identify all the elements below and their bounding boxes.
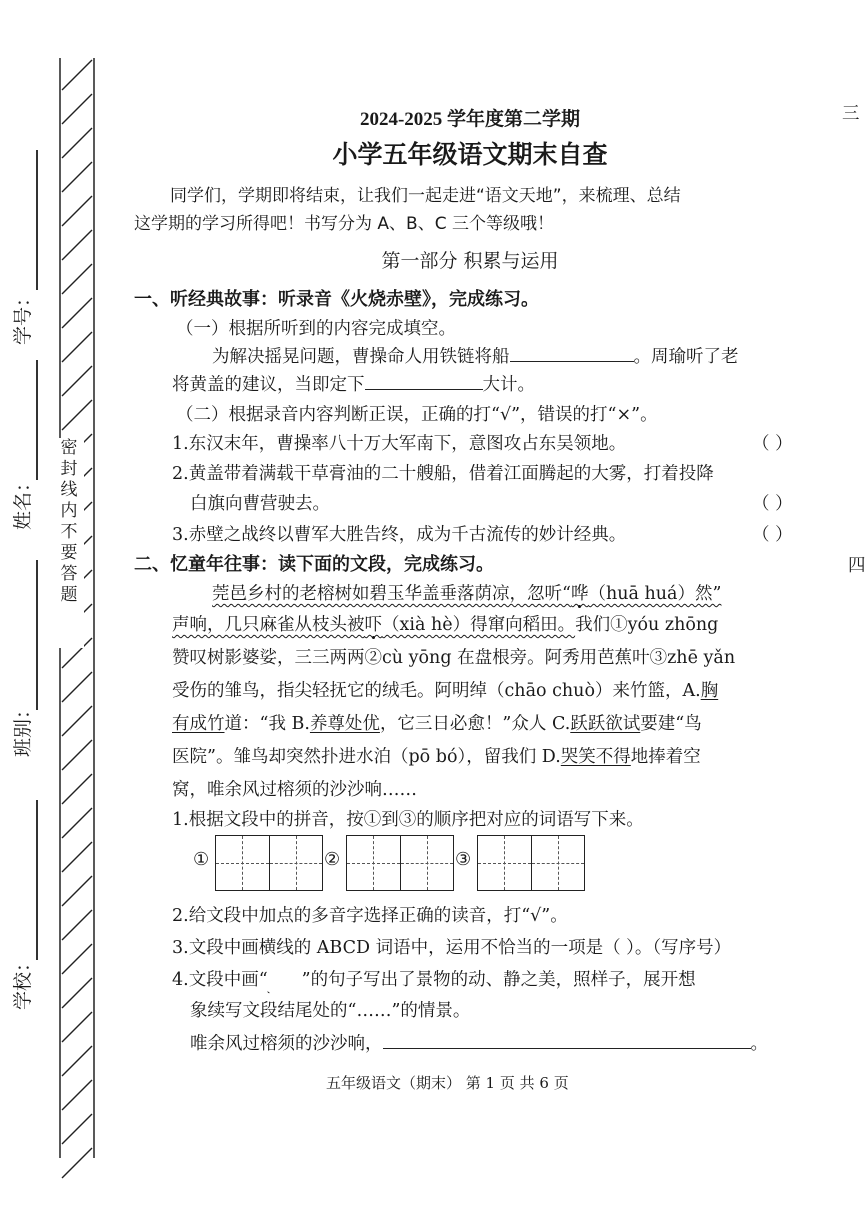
circle-number-3: ③ — [455, 849, 472, 870]
q1-item-3: 3.赤壁之战终以曹军大胜告终，成为千古流传的妙计经典。 — [172, 525, 627, 545]
school-write-line[interactable] — [36, 800, 38, 960]
passage-line-3: 赞叹树影婆娑，三三两两②cù yōng 在盘根旁。阿秀用芭蕉叶③zhē yǎn — [172, 648, 736, 668]
edge-char-top: 三 — [842, 104, 860, 124]
fill-text: 。周瑜听了老 — [633, 347, 739, 367]
passage-text: 道：“我 B. — [224, 714, 310, 734]
passage-line-6 — [172, 743, 701, 768]
q2-task-1: 1.根据文段中的拼音，按①到③的顺序把对应的词语写下来。 — [172, 810, 644, 830]
passage-text: ，它三日必愈！”众人 C. — [379, 714, 571, 734]
class-write-line[interactable] — [36, 560, 38, 710]
fill-text: 大计。 — [482, 375, 535, 395]
continuation-blank[interactable] — [383, 1030, 751, 1049]
judge-paren-1[interactable]: （ ） — [752, 434, 793, 454]
passage-text: 地捧着空 — [630, 747, 701, 767]
q2-task-2: 2.给文段中加点的多音字选择正确的读音，打“√”。 — [172, 906, 568, 926]
passage-line-5 — [172, 710, 702, 735]
seal-line-notice — [54, 438, 84, 648]
wavy-line-sample — [268, 970, 302, 990]
q1-item-1: 1.东汉末年，曹操率八十万大军南下，意图攻占东吴领地。 — [172, 434, 627, 454]
passage-text: 要建“鸟 — [640, 714, 702, 734]
school-label: 学校： — [12, 952, 34, 1010]
q2-task-4b: 象续写文段结尾处的“……”的情景。 — [190, 1001, 471, 1021]
passage-text: 受伤的雏鸟，指尖轻抚它的绒毛。阿明绰（chāo chuò）来竹篮，A. — [172, 681, 701, 701]
grid-cell[interactable] — [531, 836, 585, 890]
seal-char: 封 — [60, 459, 78, 479]
binding-margin — [0, 0, 110, 1216]
name-write-line[interactable] — [36, 360, 38, 480]
q1-heading: 一、听经典故事：听录音《火烧赤壁》，完成练习。 — [134, 289, 539, 310]
answer-grid-1[interactable] — [215, 835, 323, 891]
wavy-sentence: 声响，几只麻雀从枝头被吓（xià hè）得窜向稻田。 — [172, 615, 576, 635]
answer-blank-1[interactable] — [510, 343, 634, 362]
dotted-char: 哗 — [570, 584, 589, 604]
circle-number-2: ② — [324, 849, 341, 870]
task-text: ”的句子写出了景物的动、静之美，照样子，展开想 — [301, 970, 696, 990]
judge-paren-3[interactable]: （ ） — [752, 525, 793, 545]
q1-fill-line-2 — [172, 371, 535, 396]
seal-char: 线 — [60, 480, 78, 500]
q2-task-4c — [190, 1030, 768, 1055]
part-heading: 第一部分 积累与运用 — [381, 250, 559, 272]
seal-char: 答 — [60, 564, 78, 584]
edge-char-mid: 四 — [848, 556, 866, 576]
grid-cell[interactable] — [347, 836, 400, 890]
underlined-word-b: 养尊处优 — [309, 714, 380, 734]
grid-cell[interactable] — [269, 836, 323, 890]
name-label: 姓名： — [12, 472, 34, 530]
intro-line-1: 同学们，学期即将结束，让我们一起走进“语文天地”，来梳理、总结 — [170, 186, 681, 206]
underlined-word-a: 胸 — [700, 681, 719, 701]
q2-task-3: 3.文段中画横线的 ABCD 词语中，运用不恰当的一项是（ ）。（写序号） — [172, 938, 732, 958]
passage-line-4 — [172, 677, 718, 702]
student-number-label: 学号： — [12, 287, 34, 345]
intro-line-2: 这学期的学习所得吧！书写分为 A、B、C 三个等级哦！ — [134, 214, 554, 234]
seal-char: 不 — [60, 522, 78, 542]
task-text: 。 — [750, 1034, 768, 1054]
exam-term: 2024-2025 学年度第二学期 — [359, 109, 581, 130]
grid-cell[interactable] — [400, 836, 454, 890]
task-text: 唯余风过榕须的沙沙响， — [190, 1034, 383, 1054]
answer-blank-2[interactable] — [365, 371, 483, 390]
seal-char: 密 — [60, 438, 78, 458]
page-footer: 五年级语文（期末） 第 1 页 共 6 页 — [326, 1074, 569, 1092]
grid-cell[interactable] — [478, 836, 531, 890]
answer-grid-2[interactable] — [346, 835, 454, 891]
q1-item-2a: 2.黄盖带着满载干草膏油的二十艘船，借着江面腾起的大雾，打着投降 — [172, 464, 714, 484]
underlined-word-a: 有成竹 — [172, 714, 225, 734]
q1-sub2: （二）根据录音内容判断正误，正确的打“√”，错误的打“×”。 — [176, 405, 658, 425]
seal-char: 题 — [60, 585, 78, 605]
q2-task-4a — [172, 966, 696, 991]
seal-char: 内 — [60, 501, 78, 521]
q2-heading: 二、忆童年往事：读下面的文段，完成练习。 — [134, 554, 494, 575]
class-label: 班别： — [12, 699, 34, 757]
judge-paren-2[interactable]: （ ） — [752, 494, 793, 514]
dotted-char: 吓 — [364, 615, 382, 635]
passage-line-7: 窝，唯余风过榕须的沙沙响…… — [172, 780, 417, 800]
passage-line-2 — [172, 611, 718, 636]
fill-text: 将黄盖的建议，当即定下 — [172, 375, 365, 395]
task-text: 4.文段中画“ — [172, 970, 268, 990]
fill-text: 为解决摇晃问题，曹操命人用铁链将船 — [212, 347, 510, 367]
underlined-word-d: 哭笑不得 — [560, 747, 631, 767]
passage-text: 医院”。雏鸟却突然扑进水泊（pō bó），留我们 D. — [172, 747, 561, 767]
passage-text: 我们①yóu zhōng — [575, 615, 719, 635]
q1-fill-line-1 — [212, 343, 739, 368]
seal-char: 要 — [60, 543, 78, 563]
grid-cell[interactable] — [216, 836, 269, 890]
circle-number-1: ① — [193, 849, 210, 870]
passage-line-1: 莞邑乡村的老榕树如碧玉华盖垂落荫凉，忽听“哗（huā huá）然” — [212, 584, 722, 604]
q1-sub1: （一）根据所听到的内容完成填空。 — [176, 319, 456, 339]
underlined-word-c: 跃跃欲试 — [570, 714, 641, 734]
exam-title: 小学五年级语文期末自查 — [332, 140, 608, 169]
q1-item-2b: 白旗向曹营驶去。 — [190, 494, 330, 514]
answer-grid-3[interactable] — [477, 835, 585, 891]
